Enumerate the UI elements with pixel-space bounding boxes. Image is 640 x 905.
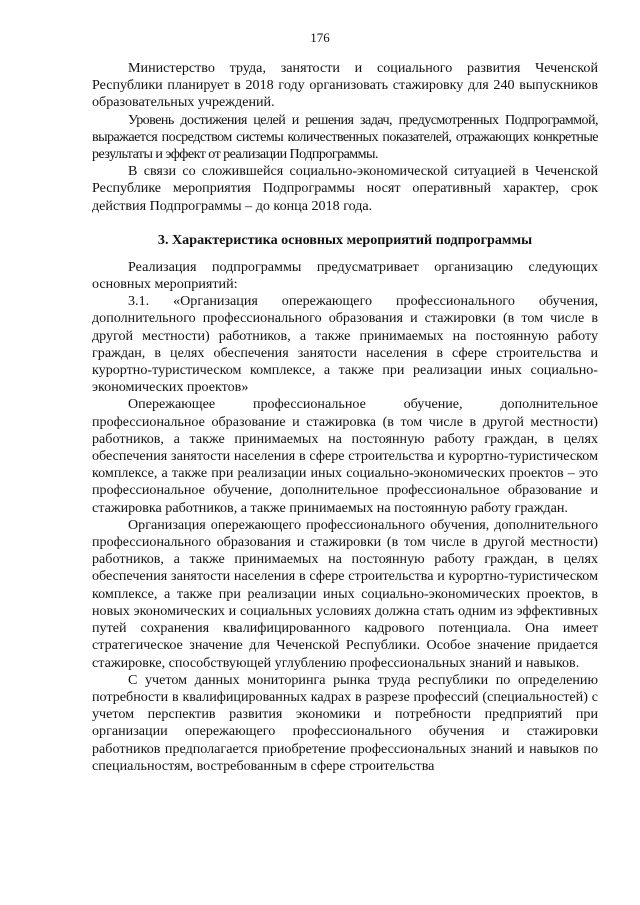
paragraph-training-organization: Организация опережающего профессионального обучения, дополнительного профессионального образования и стажировки (в том числе в другой местности) работников, а также принимаемых на постоянную работу граждан, в целях обеспечения занятости населения в сфере строительства и курортно-туристическом комплексе, а также при реализации иных социально-экономических проектов, в новых экономических и социальных условиях должна стать одним из эффективных путей сохранения квалифицированного кадрового потенциала. Она имеет стратегическое значение для Чеченской Республики. Особое значение придается стажировке, способствующей углублению профессиональных знаний и навыков. [92, 516, 598, 671]
paragraph-goal-indicators: Уровень достижения целей и решения задач, предусмотренных Подпрограммой, выражается посредством системы количественных показателей, отражающих конкретные результаты и эффект от реализации Подпрограммы. [92, 111, 598, 163]
paragraph-implementation: Реализация подпрограммы предусматривает организацию следующих основных мероприятий: [92, 258, 598, 293]
paragraph-ministry-plan: Министерство труда, занятости и социального развития Чеченской Республики планирует в 2018 году организовать стажировку для 240 выпускников образовательных учреждений. [92, 60, 598, 111]
section-heading: 3. Характеристика основных мероприятий подпрограммы [157, 231, 533, 248]
paragraph-subprogram-term: В связи со сложившейся социально-экономической ситуацией в Чеченской Республике мероприятия Подпрограммы носят оперативный характер, срок действия Подпрограммы – до конца 2018 года. [92, 163, 598, 214]
paragraph-advanced-training-definition: Опережающее профессиональное обучение, дополнительное профессиональное образование и стажировка (в том числе в другой местности) работников, а также принимаемых на постоянную работу граждан, в целях обеспечения занятости населения в сфере строительства и курортно-туристическом комплексе, а также при реализации иных социально-экономических проектов – это профессиональное обучение, дополнительное профессиональное образование и стажировка работников, а также принимаемых на постоянную работу граждан. [92, 396, 598, 516]
page-number: 176 [310, 30, 330, 45]
paragraph-labor-market-monitoring: С учетом данных мониторинга рынка труда республики по определению потребности в квалифицированных кадрах в разрезе профессий (специальностей) с учетом перспектив развития экономики и потребности предприятий при организации опережающего профессионального обучения и стажировки работников предполагается приобретение профессиональных знаний и навыков по специальностям, востребованным в сфере строительства [92, 671, 598, 774]
document-body [92, 60, 598, 775]
paragraph-measure-3-1: 3.1. «Организация опережающего профессионального обучения, дополнительного профессионального образования и стажировки (в том числе в другой местности) работников, а также принимаемых на постоянную работу граждан, в целях обеспечения занятости населения в сфере строительства и курортно-туристическом комплексе, а также при реализации иных социально-экономических проектов» [92, 293, 598, 396]
